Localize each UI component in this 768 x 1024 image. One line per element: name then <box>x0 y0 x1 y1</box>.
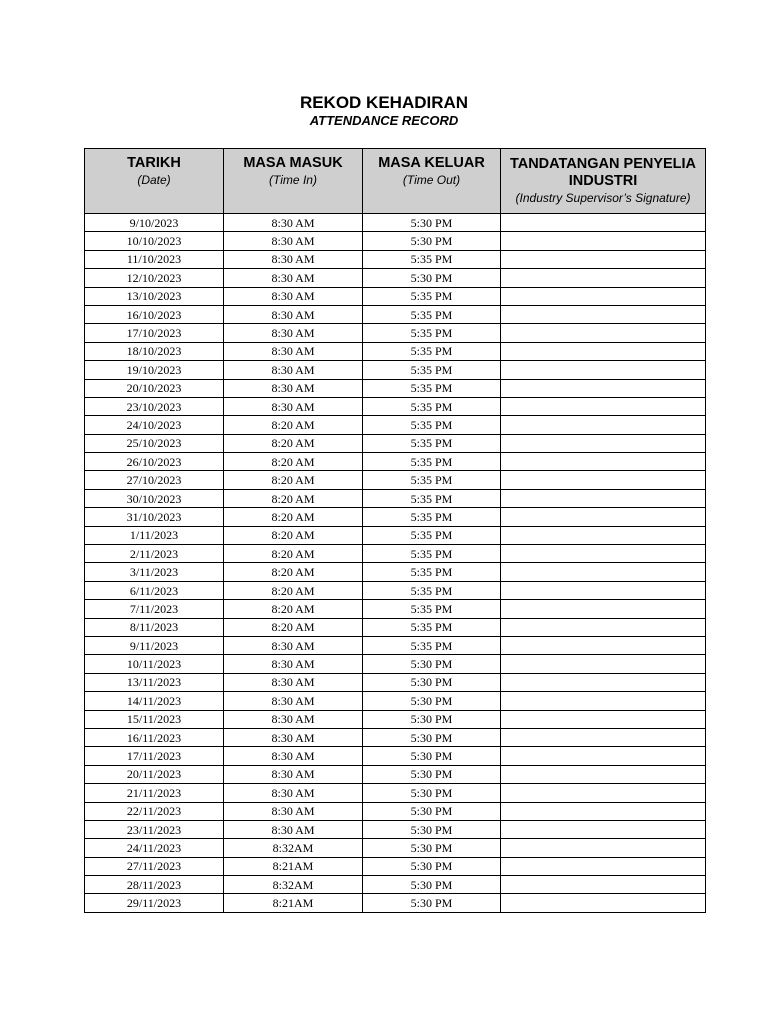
time-out-cell: 5:30 PM <box>363 802 501 820</box>
date-cell: 10/11/2023 <box>85 655 224 673</box>
date-cell: 18/10/2023 <box>85 342 224 360</box>
time-out-cell: 5:30 PM <box>363 692 501 710</box>
time-in-cell: 8:30 AM <box>224 214 363 232</box>
time-in-cell: 8:30 AM <box>224 692 363 710</box>
time-in-cell: 8:21AM <box>224 894 363 912</box>
table-row <box>85 287 706 305</box>
table-row <box>85 232 706 250</box>
signature-cell[interactable] <box>501 839 706 857</box>
table-header-row <box>85 149 706 214</box>
attendance-table <box>84 148 706 913</box>
time-in-cell: 8:20 AM <box>224 563 363 581</box>
time-out-cell: 5:35 PM <box>363 636 501 654</box>
time-in-cell: 8:30 AM <box>224 802 363 820</box>
header-time-in-sub: (Time In) <box>269 173 317 187</box>
signature-cell[interactable] <box>501 545 706 563</box>
date-cell: 1/11/2023 <box>85 526 224 544</box>
signature-cell[interactable] <box>501 397 706 415</box>
table-row <box>85 269 706 287</box>
table-row <box>85 784 706 802</box>
time-out-cell: 5:35 PM <box>363 526 501 544</box>
date-cell: 8/11/2023 <box>85 618 224 636</box>
signature-cell[interactable] <box>501 471 706 489</box>
date-cell: 2/11/2023 <box>85 545 224 563</box>
date-cell: 22/11/2023 <box>85 802 224 820</box>
signature-cell[interactable] <box>501 324 706 342</box>
time-out-cell: 5:35 PM <box>363 434 501 452</box>
date-cell: 20/11/2023 <box>85 765 224 783</box>
table-row <box>85 636 706 654</box>
date-cell: 9/11/2023 <box>85 636 224 654</box>
time-in-cell: 8:30 AM <box>224 269 363 287</box>
time-out-cell: 5:35 PM <box>363 600 501 618</box>
time-out-cell: 5:35 PM <box>363 361 501 379</box>
time-in-cell: 8:30 AM <box>224 361 363 379</box>
time-out-cell: 5:30 PM <box>363 214 501 232</box>
table-row <box>85 250 706 268</box>
table-row <box>85 508 706 526</box>
table-row <box>85 545 706 563</box>
time-in-cell: 8:30 AM <box>224 710 363 728</box>
date-cell: 31/10/2023 <box>85 508 224 526</box>
table-row <box>85 894 706 912</box>
time-in-cell: 8:20 AM <box>224 453 363 471</box>
table-row <box>85 747 706 765</box>
signature-cell[interactable] <box>501 784 706 802</box>
date-cell: 17/11/2023 <box>85 747 224 765</box>
time-in-cell: 8:30 AM <box>224 250 363 268</box>
signature-cell[interactable] <box>501 453 706 471</box>
time-in-cell: 8:20 AM <box>224 600 363 618</box>
date-cell: 15/11/2023 <box>85 710 224 728</box>
attendance-rows <box>85 214 706 913</box>
table-row <box>85 728 706 746</box>
time-out-cell: 5:30 PM <box>363 673 501 691</box>
time-in-cell: 8:20 AM <box>224 489 363 507</box>
date-cell: 29/11/2023 <box>85 894 224 912</box>
date-cell: 17/10/2023 <box>85 324 224 342</box>
header-date-label: TARIKH <box>127 155 181 171</box>
date-cell: 23/10/2023 <box>85 397 224 415</box>
signature-cell[interactable] <box>501 636 706 654</box>
date-cell: 20/10/2023 <box>85 379 224 397</box>
signature-cell[interactable] <box>501 600 706 618</box>
signature-cell[interactable] <box>501 894 706 912</box>
signature-cell[interactable] <box>501 508 706 526</box>
time-in-cell: 8:30 AM <box>224 655 363 673</box>
time-in-cell: 8:30 AM <box>224 765 363 783</box>
time-out-cell: 5:35 PM <box>363 379 501 397</box>
time-out-cell: 5:30 PM <box>363 269 501 287</box>
signature-cell[interactable] <box>501 857 706 875</box>
signature-cell[interactable] <box>501 820 706 838</box>
date-cell: 3/11/2023 <box>85 563 224 581</box>
time-out-cell: 5:35 PM <box>363 397 501 415</box>
date-cell: 11/10/2023 <box>85 250 224 268</box>
time-out-cell: 5:30 PM <box>363 820 501 838</box>
time-in-cell: 8:30 AM <box>224 397 363 415</box>
table-row <box>85 416 706 434</box>
time-out-cell: 5:30 PM <box>363 728 501 746</box>
time-in-cell: 8:30 AM <box>224 305 363 323</box>
signature-cell[interactable] <box>501 802 706 820</box>
date-cell: 30/10/2023 <box>85 489 224 507</box>
header-time-out-sub: (Time Out) <box>402 173 461 187</box>
table-row <box>85 563 706 581</box>
signature-cell[interactable] <box>501 563 706 581</box>
time-in-cell: 8:30 AM <box>224 232 363 250</box>
date-cell: 27/11/2023 <box>85 857 224 875</box>
date-cell: 13/11/2023 <box>85 673 224 691</box>
time-in-cell: 8:20 AM <box>224 545 363 563</box>
time-in-cell: 8:30 AM <box>224 342 363 360</box>
signature-cell[interactable] <box>501 214 706 232</box>
time-in-cell: 8:20 AM <box>224 508 363 526</box>
header-signature-label: TANDATANGAN PENYELIA INDUSTRI <box>509 156 697 189</box>
table-row <box>85 453 706 471</box>
table-row <box>85 526 706 544</box>
date-cell: 13/10/2023 <box>85 287 224 305</box>
signature-cell[interactable] <box>501 876 706 894</box>
table-row <box>85 692 706 710</box>
table-row <box>85 581 706 599</box>
time-out-cell: 5:35 PM <box>363 250 501 268</box>
table-row <box>85 600 706 618</box>
table-row <box>85 655 706 673</box>
signature-cell[interactable] <box>501 710 706 728</box>
signature-cell[interactable] <box>501 526 706 544</box>
time-in-cell: 8:30 AM <box>224 784 363 802</box>
signature-cell[interactable] <box>501 728 706 746</box>
time-out-cell: 5:30 PM <box>363 710 501 728</box>
time-out-cell: 5:35 PM <box>363 508 501 526</box>
signature-cell[interactable] <box>501 655 706 673</box>
time-in-cell: 8:30 AM <box>224 324 363 342</box>
date-cell: 28/11/2023 <box>85 876 224 894</box>
time-out-cell: 5:30 PM <box>363 655 501 673</box>
time-in-cell: 8:32AM <box>224 876 363 894</box>
time-out-cell: 5:35 PM <box>363 545 501 563</box>
time-out-cell: 5:30 PM <box>363 894 501 912</box>
time-in-cell: 8:32AM <box>224 839 363 857</box>
table-row <box>85 305 706 323</box>
time-out-cell: 5:35 PM <box>363 287 501 305</box>
signature-cell[interactable] <box>501 489 706 507</box>
time-in-cell: 8:30 AM <box>224 747 363 765</box>
time-out-cell: 5:35 PM <box>363 453 501 471</box>
time-in-cell: 8:30 AM <box>224 728 363 746</box>
time-in-cell: 8:20 AM <box>224 434 363 452</box>
signature-cell[interactable] <box>501 765 706 783</box>
time-in-cell: 8:30 AM <box>224 820 363 838</box>
table-row <box>85 342 706 360</box>
signature-cell[interactable] <box>501 434 706 452</box>
signature-cell[interactable] <box>501 379 706 397</box>
time-out-cell: 5:35 PM <box>363 416 501 434</box>
time-in-cell: 8:20 AM <box>224 526 363 544</box>
date-cell: 10/10/2023 <box>85 232 224 250</box>
date-cell: 6/11/2023 <box>85 581 224 599</box>
date-cell: 19/10/2023 <box>85 361 224 379</box>
table-row <box>85 618 706 636</box>
table-row <box>85 802 706 820</box>
time-in-cell: 8:30 AM <box>224 379 363 397</box>
date-cell: 12/10/2023 <box>85 269 224 287</box>
header-date <box>85 149 224 214</box>
header-signature-sub: (Industry Supervisor’s Signature) <box>515 191 691 205</box>
signature-cell[interactable] <box>501 416 706 434</box>
date-cell: 16/11/2023 <box>85 728 224 746</box>
date-cell: 24/11/2023 <box>85 839 224 857</box>
time-in-cell: 8:21AM <box>224 857 363 875</box>
table-row <box>85 214 706 232</box>
date-cell: 21/11/2023 <box>85 784 224 802</box>
document-title: REKOD KEHADIRAN <box>299 93 469 112</box>
signature-cell[interactable] <box>501 287 706 305</box>
table-row <box>85 397 706 415</box>
time-out-cell: 5:35 PM <box>363 342 501 360</box>
table-row <box>85 489 706 507</box>
signature-cell[interactable] <box>501 581 706 599</box>
time-out-cell: 5:35 PM <box>363 489 501 507</box>
table-row <box>85 471 706 489</box>
time-out-cell: 5:35 PM <box>363 618 501 636</box>
date-cell: 16/10/2023 <box>85 305 224 323</box>
date-cell: 7/11/2023 <box>85 600 224 618</box>
document-subtitle: ATTENDANCE RECORD <box>309 113 459 128</box>
header-signature <box>501 149 706 214</box>
time-out-cell: 5:35 PM <box>363 471 501 489</box>
signature-cell[interactable] <box>501 342 706 360</box>
header-time-in <box>224 149 363 214</box>
time-in-cell: 8:30 AM <box>224 673 363 691</box>
table-row <box>85 673 706 691</box>
time-out-cell: 5:30 PM <box>363 232 501 250</box>
signature-cell[interactable] <box>501 305 706 323</box>
time-out-cell: 5:35 PM <box>363 305 501 323</box>
signature-cell[interactable] <box>501 232 706 250</box>
table-row <box>85 820 706 838</box>
table-row <box>85 839 706 857</box>
time-out-cell: 5:30 PM <box>363 747 501 765</box>
date-cell: 14/11/2023 <box>85 692 224 710</box>
time-out-cell: 5:30 PM <box>363 839 501 857</box>
date-cell: 23/11/2023 <box>85 820 224 838</box>
time-out-cell: 5:30 PM <box>363 876 501 894</box>
signature-cell[interactable] <box>501 673 706 691</box>
time-out-cell: 5:35 PM <box>363 324 501 342</box>
time-out-cell: 5:30 PM <box>363 784 501 802</box>
date-cell: 25/10/2023 <box>85 434 224 452</box>
table-row <box>85 324 706 342</box>
header-time-in-label: MASA MASUK <box>243 155 343 171</box>
header-date-sub: (Date) <box>137 173 171 187</box>
signature-cell[interactable] <box>501 269 706 287</box>
date-cell: 26/10/2023 <box>85 453 224 471</box>
time-in-cell: 8:30 AM <box>224 287 363 305</box>
date-cell: 9/10/2023 <box>85 214 224 232</box>
table-row <box>85 361 706 379</box>
time-out-cell: 5:30 PM <box>363 857 501 875</box>
time-out-cell: 5:30 PM <box>363 765 501 783</box>
date-cell: 27/10/2023 <box>85 471 224 489</box>
time-in-cell: 8:30 AM <box>224 636 363 654</box>
time-in-cell: 8:20 AM <box>224 618 363 636</box>
time-in-cell: 8:20 AM <box>224 581 363 599</box>
signature-cell[interactable] <box>501 747 706 765</box>
time-in-cell: 8:20 AM <box>224 416 363 434</box>
table-row <box>85 857 706 875</box>
table-row <box>85 765 706 783</box>
time-out-cell: 5:35 PM <box>363 563 501 581</box>
table-row <box>85 876 706 894</box>
header-time-out <box>363 149 501 214</box>
time-out-cell: 5:35 PM <box>363 581 501 599</box>
signature-cell[interactable] <box>501 618 706 636</box>
table-row <box>85 434 706 452</box>
header-time-out-label: MASA KELUAR <box>378 155 485 171</box>
signature-cell[interactable] <box>501 361 706 379</box>
signature-cell[interactable] <box>501 250 706 268</box>
table-row <box>85 379 706 397</box>
signature-cell[interactable] <box>501 692 706 710</box>
date-cell: 24/10/2023 <box>85 416 224 434</box>
table-row <box>85 710 706 728</box>
time-in-cell: 8:20 AM <box>224 471 363 489</box>
